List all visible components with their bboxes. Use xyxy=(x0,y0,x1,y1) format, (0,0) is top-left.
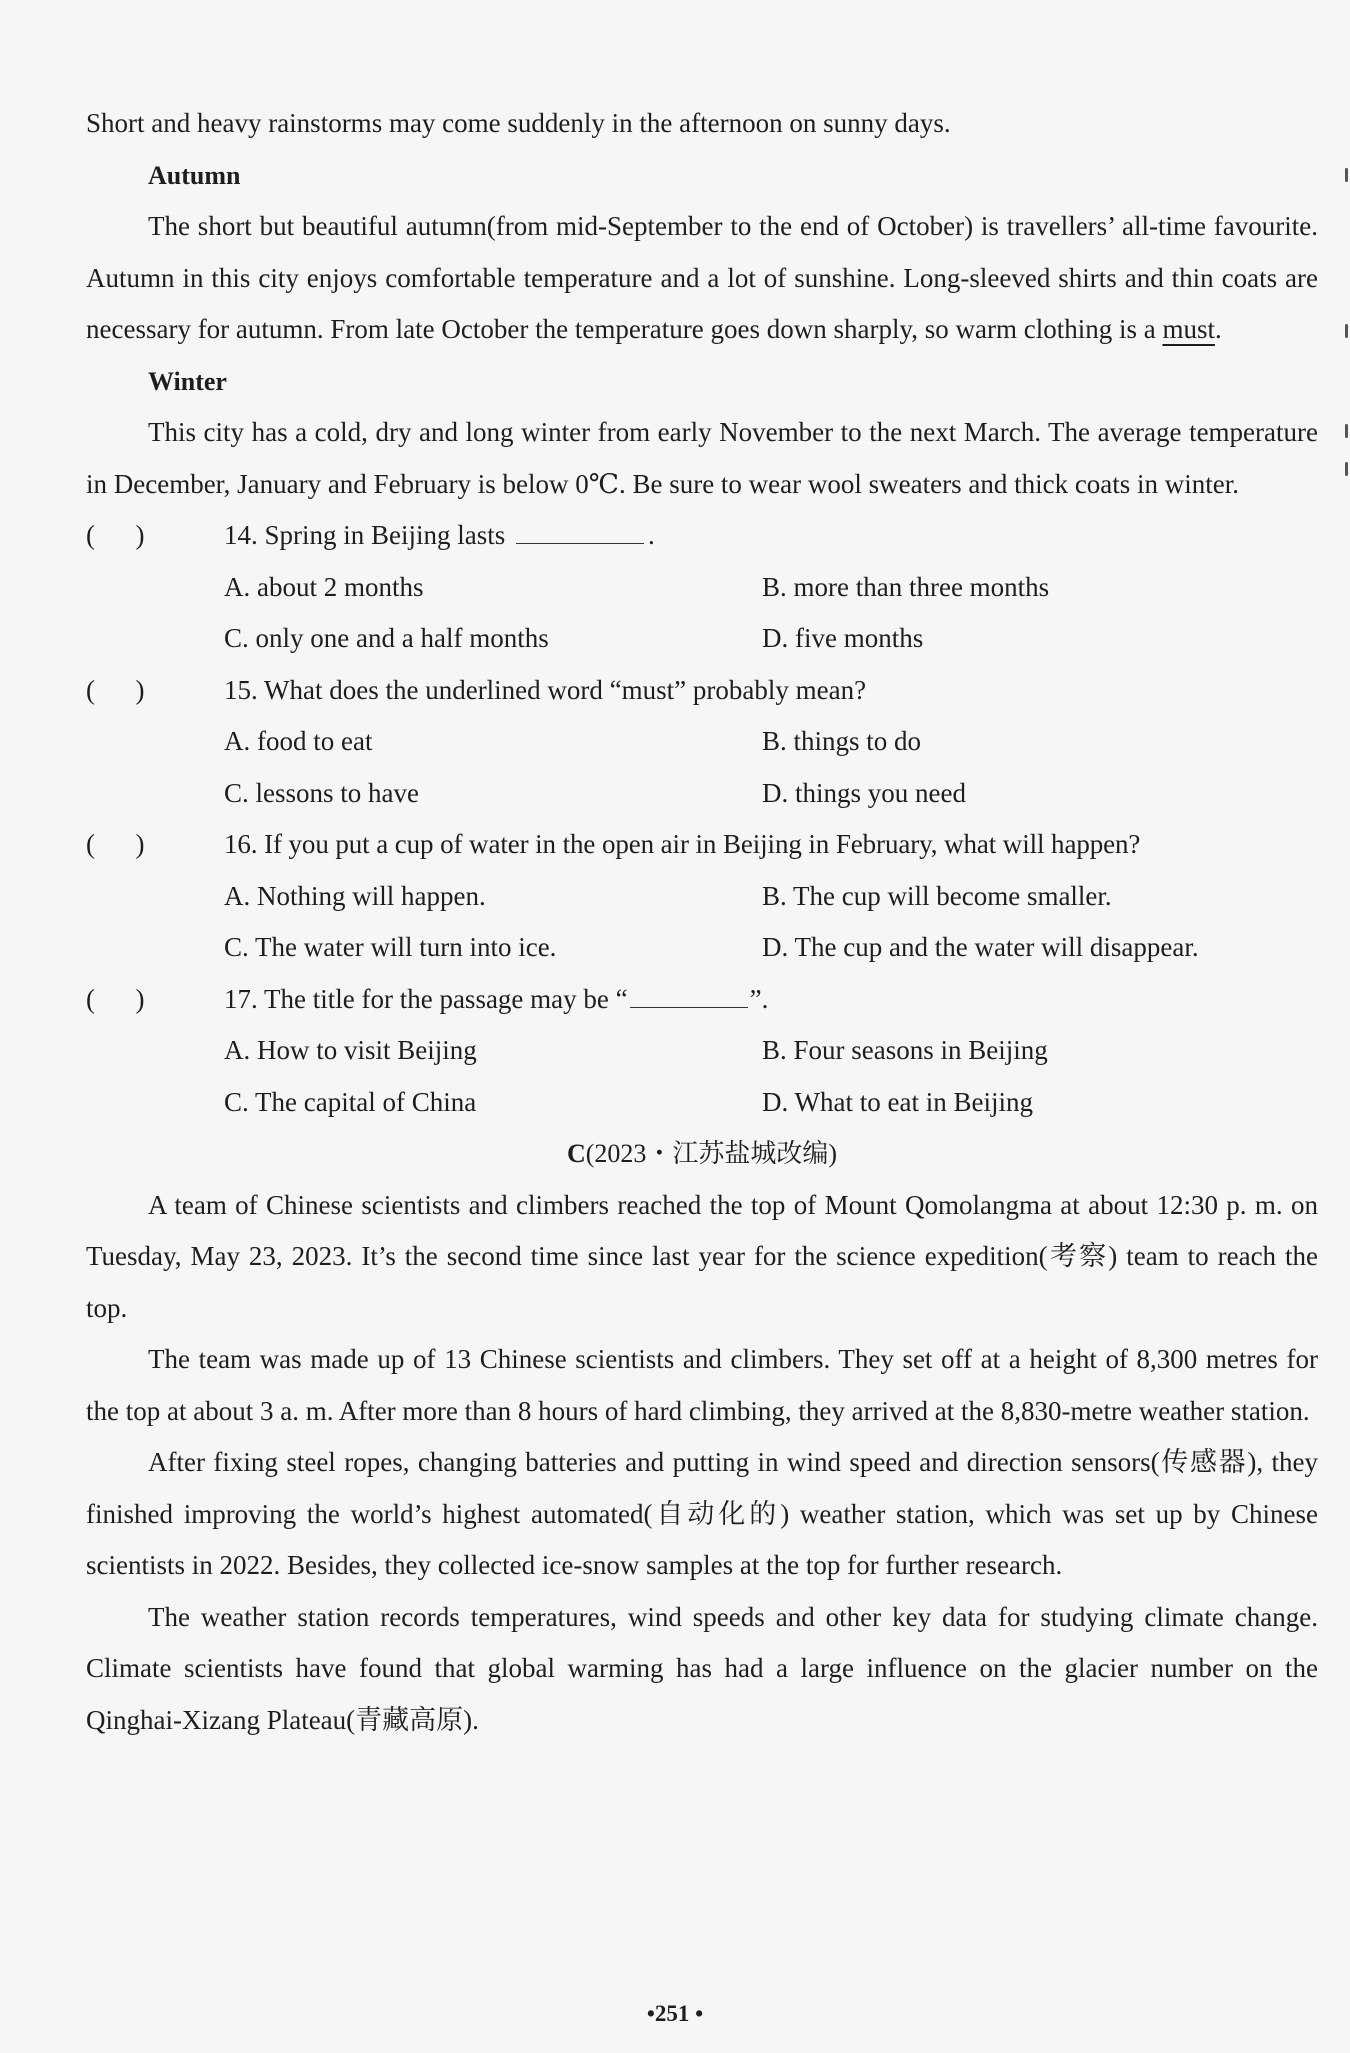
autumn-text-end: . xyxy=(1214,314,1222,344)
option-d: D. five months xyxy=(762,623,924,653)
question-14 xyxy=(86,510,1318,562)
margin-mark xyxy=(1345,168,1348,182)
question-15 xyxy=(86,665,1318,717)
question-stem xyxy=(224,510,1318,562)
option-d: D. The cup and the water will disappear. xyxy=(762,932,1199,962)
margin-mark xyxy=(1345,424,1348,438)
question-stem: 15. What does the underlined word “must” probably mean? xyxy=(224,674,867,705)
answer-bracket[interactable]: ( ) xyxy=(86,674,145,705)
answer-bracket[interactable]: ( ) xyxy=(86,983,145,1014)
section-letter: C xyxy=(566,1139,586,1168)
question-stem: 16. If you put a cup of water in the open air in Beijing in February, what will happen? xyxy=(224,829,1141,859)
answer-blank[interactable] xyxy=(630,983,748,1008)
option-b: B. more than three months xyxy=(762,571,1050,602)
section-c-paragraph-1: A team of Chinese scientists and climbers reached the top of Mount Qomolangma at about 12:30 p. m. on Tuesday, May 23, 2023. It’s the second time since last year for the science expedition(考察) team to reach the top. xyxy=(86,1189,1318,1323)
option-c: C. only one and a half months xyxy=(224,623,549,653)
autumn-heading: Autumn xyxy=(148,160,241,190)
underlined-word-must: must xyxy=(1162,314,1215,344)
question-stem xyxy=(224,974,1318,1026)
winter-paragraph: This city has a cold, dry and long winter from early November to the next March. The average temperature in December, January and February is below 0℃. Be sure to wear wool sweaters and thick coats in winter. xyxy=(86,417,1318,499)
margin-mark xyxy=(1345,462,1348,476)
option-a: A. How to visit Beijing xyxy=(224,1035,477,1065)
stem-text-end: ”. xyxy=(749,983,769,1014)
text-column xyxy=(86,98,1318,1746)
section-c-paragraph-2: The team was made up of 13 Chinese scientists and climbers. They set off at a height of 8,300 metres for the top at about 3 a. m. After more than 8 hours of hard climbing, they arrived at the 8,830-metre weather station. xyxy=(86,1344,1318,1426)
option-a: A. food to eat xyxy=(224,726,373,756)
autumn-text: The short but beautiful autumn(from mid-September to the end of October) is travellers’ all-time favourite. Autumn in this city enjoys comfortable temperature and a lot of sunshine. Long-sleeved shirts and thin coats are necessary for autumn. From late October the temperature goes down sharply, so warm clothing is a xyxy=(86,211,1318,344)
option-d: D. What to eat in Beijing xyxy=(762,1086,1033,1117)
answer-bracket[interactable]: ( ) xyxy=(86,520,145,550)
margin-mark xyxy=(1345,324,1348,338)
option-a: A. Nothing will happen. xyxy=(224,880,486,911)
section-source: (2023・江苏盐城改编) xyxy=(585,1139,838,1168)
section-c-title xyxy=(86,1128,1318,1180)
question-15-options xyxy=(86,716,1318,819)
question-17-options xyxy=(86,1025,1318,1128)
stem-text: 14. Spring in Beijing lasts xyxy=(224,520,513,550)
option-a: A. about 2 months xyxy=(224,571,424,602)
option-d: D. things you need xyxy=(762,777,966,808)
section-c-paragraph-3: After fixing steel ropes, changing batteries and putting in wind speed and direction sensors(传感器), they finished improving the world’s highest automated(自动化的) weather station, which was set up by Chinese scientists in 2022. Besides, they collected ice-snow samples at the top for further research. xyxy=(86,1447,1318,1580)
answer-bracket[interactable]: ( ) xyxy=(86,829,145,859)
option-b: B. Four seasons in Beijing xyxy=(762,1035,1048,1065)
autumn-paragraph xyxy=(86,201,1318,356)
option-c: C. The capital of China xyxy=(224,1086,477,1117)
stem-text: 17. The title for the passage may be “ xyxy=(224,983,628,1014)
option-b: B. things to do xyxy=(762,726,922,756)
winter-heading: Winter xyxy=(148,366,227,396)
question-16 xyxy=(86,819,1318,871)
question-17 xyxy=(86,974,1318,1026)
stem-text-end: . xyxy=(648,520,655,550)
option-b: B. The cup will become smaller. xyxy=(762,880,1112,911)
page-number: •251 • xyxy=(646,2001,704,2026)
option-c: C. The water will turn into ice. xyxy=(224,932,557,962)
option-c: C. lessons to have xyxy=(224,777,419,808)
question-16-options xyxy=(86,871,1318,974)
answer-blank[interactable] xyxy=(516,519,644,544)
section-c-paragraph-4: The weather station records temperatures, wind speeds and other key data for studying climate change. Climate scientists have found that global warming has had a large influence on the glacier number on the Qinghai-Xizang Plateau(青藏高原). xyxy=(86,1601,1318,1735)
question-14-options xyxy=(86,562,1318,665)
intro-line: Short and heavy rainstorms may come suddenly in the afternoon on sunny days. xyxy=(86,108,951,138)
